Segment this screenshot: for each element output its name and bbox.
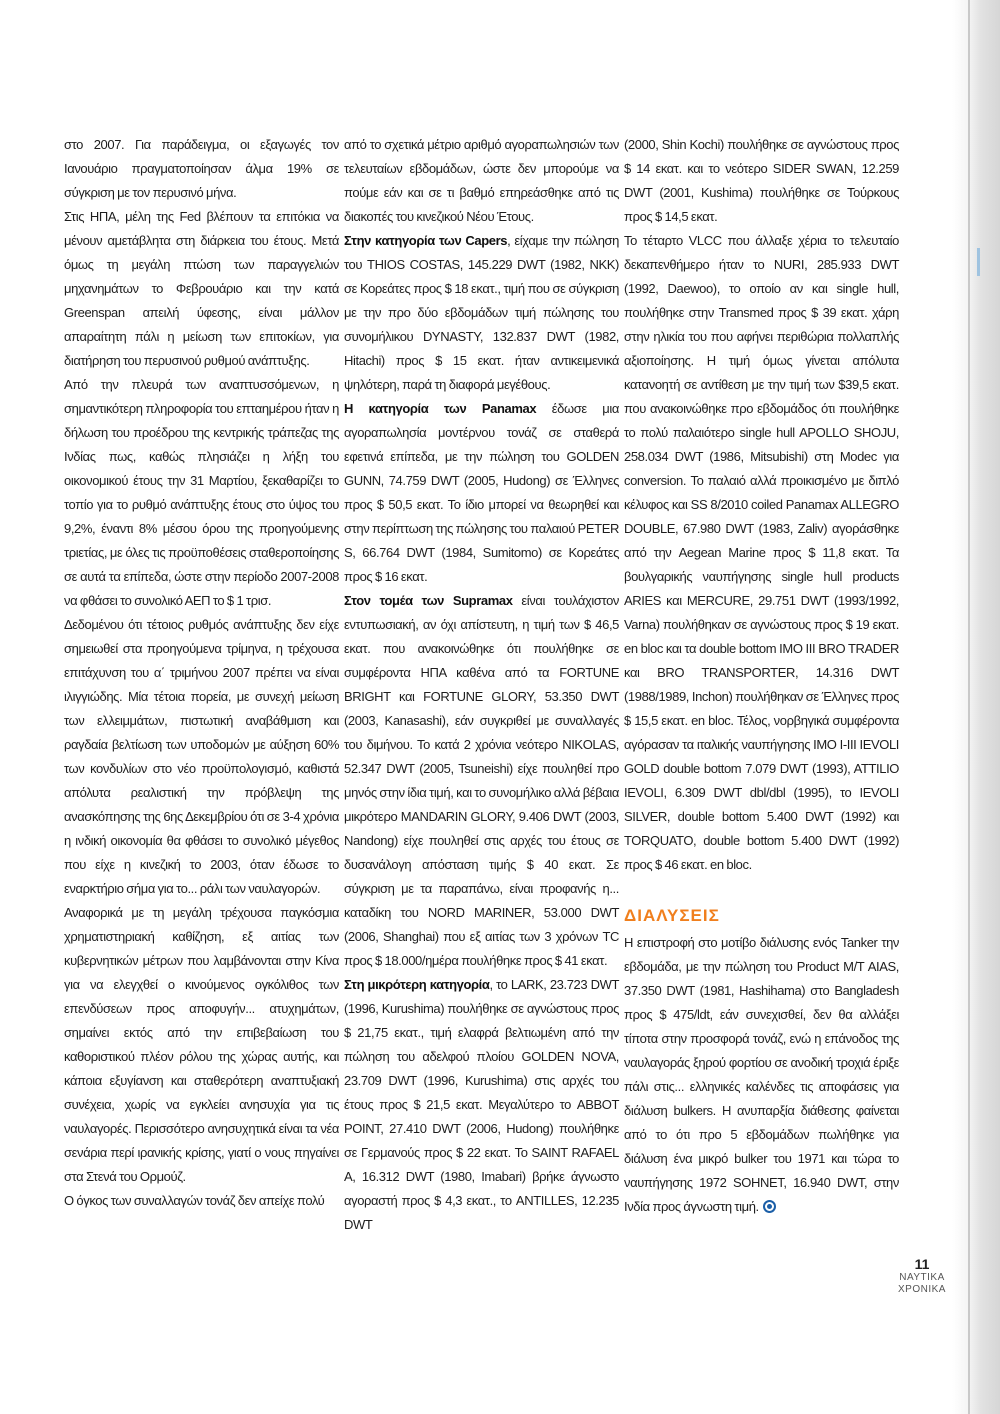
- paragraph-text: είναι τουλάχιστον εντυπωσιακή, αν όχι απίστευτη, η τιμή των $ 46,5 εκατ. που ανακοινώθηκε ότι πουλήθηκε σε συμφέροντα ΗΠΑ καθένα από τα FORTUNE BRIGHT και FORTUNE GLORY, 53.350 DWT (2003, Kanasashi), εάν συγκριθεί με συναλλαγές του διμήνου. Το κατά 2 χρόνια νεότερο NIKOLAS, 52.347 DWT (2005, Tsuneishi) είχε πουληθεί προ μηνός στην ίδια τιμή, και το συνομήλικο αλλά βέβαια μικρότερο MANDARIN GLORY, 9.406 DWT (2003, Nandong) είχε πουληθεί στις αρχές του έτους σε δυσανάλογη απόσταση τιμής $ 40 εκατ. Σε σύγκριση με τα παραπάνω, είναι προφανής η... καταδίκη του NORD MARINER, 53.000 DWT (2006, Shanghai) που εξ αιτίας των 3 χρόνων TC προς $ 18.000/ημέρα πουλήθηκε προς $ 41 εκατ.: [344, 593, 619, 968]
- article-column-1: [64, 133, 339, 1213]
- paragraph: (2000, Shin Kochi) πουλήθηκε σε αγνώστους προς $ 14 εκατ. και το νεότερο SIDER SWAN, 12.259 DWT (2001, Kushima) πουλήθηκε σε Τούρκους προς $ 14,5 εκατ.: [624, 137, 899, 224]
- lead-in-capers: Στην κατηγορία των Capers: [344, 233, 508, 248]
- section-heading-demolitions: ΔΙΑΛΥΣΕΙΣ: [624, 906, 720, 925]
- paragraph: Ο όγκος των συναλλαγών τονάζ δεν απείχε πολύ: [64, 1193, 325, 1208]
- article-column-2: [344, 133, 619, 1237]
- paragraph-supramax: [344, 589, 619, 973]
- magazine-name-line-1: ΝΑΥΤΙΚΑ: [899, 1272, 945, 1283]
- paragraph: στο 2007. Για παράδειγμα, οι εξαγωγές τον Ιανουάριο πραγματοποίησαν άλμα 19% σε σύγκριση με τον περυσινό μήνα.: [64, 137, 339, 200]
- paragraph: Δεδομένου ότι τέτοιος ρυθμός ανάπτυξης δεν είχε σημειωθεί στα προηγούμενα τρίμηνα, η τρέχουσα επιτάχυνση του α΄ τριμήνου 2007 πρέπει να είναι ιλιγγιώδης. Μία τέτοια πορεία, με συνεχή μείωση των ελλειμμάτων, πιστωτική αναβάθμιση και ραγδαία βελτίωση των υποδομών με αύξηση 60% των κονδυλίων στο νέο προϋπολογισμό, καθιστά απόλυτα ρεαλιστική την πρόβλεψη της ανασκόπησης της 6ης Δεκεμβρίου ότι σε 3-4 χρόνια η ινδική οικονομία θα φθάσει το συνολικό μέγεθος που είχε η κινεζική το 2003, όταν έδωσε το εναρκτήριο σήμα για το... ράλι των ναυλαγορών.: [64, 617, 339, 896]
- page-edge-tab: [977, 248, 980, 276]
- paragraph-capers: [344, 229, 619, 397]
- paragraph-text: Η επιστροφή στο μοτίβο διάλυσης ενός Tanker την εβδομάδα, με την πώληση του Product M/T AIAS, 37.350 DWT (1981, Hashihama) στο Bangladesh προς $ 475/ldt, εάν συνεχισθεί, δεν θα αλλάξει τίποτα στην προσφορά τονάζ, ενώ η επάνοδος της ναυλαγοράς ξηρού φορτίου σε ανοδική τροχιά έριξε πάλι στις... ελληνικές καλένδες τις αποφάσεις για διάλυση bulkers. Η ανυπαρξία διάθεσης φαίνεται από το ότι προ 5 εβδομάδων πωλήθηκε για διάλυση ένα μικρό bulker του 1971 και τώρα το ναυπήγησης 1972 SOHNET, 16.940 DWT, στην Ινδία προς άγνωστη τιμή.: [624, 935, 899, 1214]
- paragraph-smaller-category: [344, 973, 619, 1237]
- lead-in-panamax: Η κατηγορία των Panamax: [344, 401, 537, 416]
- paragraph-demolitions: [624, 931, 899, 1219]
- paragraph-text: από το σχετικά μέτριο αριθμό αγοραπωλησιών των τελευταίων εβδομάδων, ώστε δεν μπορούμε να πούμε εάν και σε τι βαθμό επηρεάσθηκε από τις διακοπές του κινεζικού Νέου Έτους.: [344, 137, 619, 224]
- paragraph: Από την πλευρά των αναπτυσσόμενων, η σημαντικότερη πληροφορία του επταημέρου ήταν η δήλωση του προέδρου της κεντρικής τράπεζας της Ινδίας πως, καθώς πλησιάζει η λήξη του οικονομικού έτους την 31 Μαρτίου, ξεκαθαρίζει το τοπίο για το ρυθμό ανάπτυξης έτους στο ύψος του 9,2%, έναντι 8% μέσου όρου της προηγούμενης τριετίας, με όλες τις προϋποθέσεις σταθεροποίησης σε αυτά τα επίπεδα, ώστε στην περίοδο 2007-2008 να φθάσει το συνολικό ΑΕΠ το $ 1 τρισ.: [64, 377, 339, 608]
- end-of-article-icon: [763, 1200, 776, 1213]
- paragraph-text: έδωσε μια αγοραπωλησία μοντέρνου τονάζ σε σταθερά εφετινά επίπεδα, με την πώληση του GOLDEN GUNN, 74.759 DWT (2005, Hudong) σε Έλληνες προς $ 50,5 εκατ. Το ίδιο μπορεί να θεωρηθεί και στην περίπτωση της πώλησης του παλαιού PETER S, 66.764 DWT (1984, Sumitomo) σε Κορεάτες προς $ 16 εκατ.: [344, 401, 619, 584]
- page-edge-line: [968, 0, 970, 1414]
- lead-in-smaller: Στη μικρότερη κατηγορία: [344, 977, 490, 992]
- paragraph: [344, 133, 619, 229]
- page-edge-shadow: [952, 0, 1000, 1414]
- paragraph-text: , είχαμε την πώληση του THIOS COSTAS, 145.229 DWT (1982, NKK) σε Κορεάτες προς $ 18 εκατ., τιμή που σε σύγκριση με την προ δύο εβδομάδων τιμή πώλησης του συνομήλικου DYNASTY, 132.837 DWT (1982, Hitachi) προς $ 15 εκατ. ήταν αντικειμενικά ψηλότερη, παρά τη διαφορά μεγέθους.: [344, 233, 619, 392]
- paragraph: Αναφορικά με τη μεγάλη τρέχουσα παγκόσμια χρηματιστηριακή καθίζηση, εξ αιτίας των κυβερνητικών μέτρων που λαμβάνονται στην Κίνα για να ελεγχθεί ο κινούμενος ογκόλιθος των επενδύσεων προς αποφυγήν... ατυχημάτων, σημαίνει εκτός από την επιβεβαίωση του καθοριστικού πλέον ρόλου της χώρας αυτής, και κάποια εξυγίανση και σταθερότερη αναπτυξιακή συνέχεια, χωρίς να εγκλείει ανησυχία για τις ναυλαγορές. Περισσότερο ανησυχητικά είναι τα νέα σενάρια περί ιρανικής κρίσης, γιατί ο νους πηγαίνει στα Στενά του Ορμούζ.: [64, 905, 339, 1184]
- page-number: 11: [914, 1256, 930, 1272]
- article-column-3: [624, 133, 899, 1219]
- magazine-name-line-2: ΧΡΟΝΙΚΑ: [898, 1284, 946, 1295]
- paragraph-text: , το LARK, 23.723 DWT (1996, Kurushima) πουλήθηκε σε αγνώστους προς $ 21,75 εκατ., τιμή ελαφρά βελτιωμένη από την πώληση του αδελφού πλοίου GOLDEN NOVA, 23.709 DWT (1996, Kurushima) στις αρχές του έτους προς $ 21,5 εκατ. Μεγαλύτερο το ABBOT POINT, 27.410 DWT (2006, Hudong) πουλήθηκε σε Γερμανούς προς $ 22 εκατ. Το SAINT RAFAEL A, 16.312 DWT (1980, Imabari) βρήκε άγνωστο αγοραστή προς $ 4,3 εκατ., το ANTILLES, 12.235 DWT: [344, 977, 619, 1232]
- paragraph: Στις ΗΠΑ, μέλη της Fed βλέπουν τα επιτόκια να μένουν αμετάβλητα στη διάρκεια του έτους. Μετά όμως τη μεγάλη πτώση των παραγγελιών μηχανημάτων το Φεβρουάριο και την κατά Greenspan απειλή ύφεσης, είναι μάλλον απαραίτητη πάλι η μείωση των επιτοκίων, για διατήρηση του περυσινού ρυθμού ανάπτυξης.: [64, 209, 339, 368]
- lead-in-supramax: Στον τομέα των Supramax: [344, 593, 513, 608]
- page-footer: [882, 1256, 962, 1296]
- paragraph: Το τέταρτο VLCC που άλλαξε χέρια το τελευταίο δεκαπενθήμερο ήταν το NURI, 285.933 DWT (1992, Daewoo), το οποίο αν και single hull, πουλήθηκε στην Transmed προς $ 39 εκατ. χάρη στην ηλικία του που αφήνει περιθώρια πολλαπλής αξιοποίησης. Η τιμή όμως γίνεται απόλυτα κατανοητή σε αντίθεση με την τιμή των $39,5 εκατ. που ανακοινώθηκε προ εβδομάδος ότι πουλήθηκε το πολύ παλαιότερο single hull APOLLO SHOJU, 258.034 DWT (1986, Mitsubishi) στη Modec για conversion. Το παλαιό αλλά προικισμένο με διπλό κέλυφος και SS 8/2010 coiled Panamax ALLEGRO DOUBLE, 67.980 DWT (1983, Zaliv) αγοράσθηκε από την Aegean Marine προς $ 11,8 εκατ. Τα βουλγαρικής ναυπήγησης single hull products ARIES και MERCURE, 29.751 DWT (1993/1992, Varna) πουλήθηκαν σε αγνώστους προς $ 19 εκατ. en bloc και τα double bottom IMO III BRO TRADER και BRO TRANSPORTER, 14.316 DWT (1988/1989, Inchon) πουλήθηκαν σε Έλληνες προς $ 15,5 εκατ. en bloc. Τέλος, νορβηγικά συμφέροντα αγόρασαν τα ιταλικής ναυπήγησης IMO I-III IEVOLI GOLD double bottom 7.079 DWT (1993), ATTILIO IEVOLI, 6.309 DWT dbl/dbl (1995), το IEVOLI SILVER, double bottom 5.400 DWT (1992) και TORQUATO, double bottom 5.400 DWT (1992) προς $ 46 εκατ. en bloc.: [624, 233, 899, 872]
- paragraph-panamax: [344, 397, 619, 589]
